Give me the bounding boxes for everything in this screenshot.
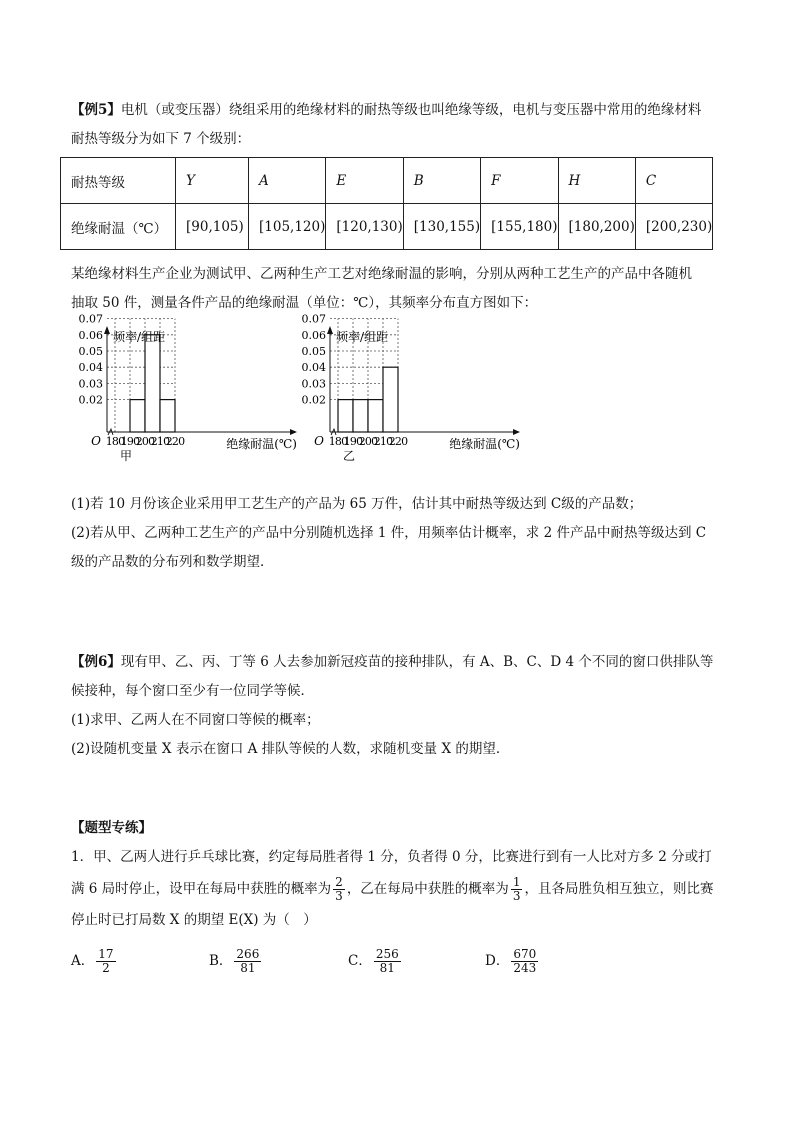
y-tick-label: 0.04	[301, 361, 326, 375]
table-row	[61, 158, 713, 204]
y-tick-label: 0.07	[78, 312, 103, 326]
x-axis-label: 绝缘耐温(℃)	[226, 437, 297, 451]
origin-label: O	[314, 434, 324, 448]
fraction: $\frac{2}{3}$	[335, 875, 343, 903]
x-tick-label: 220	[165, 435, 185, 448]
y-tick-label: 0.05	[78, 345, 103, 358]
example-5-after-2: 抽取 50 件，测量各件产品的绝缘耐温（单位：℃），其频率分布直方图如下：	[71, 295, 538, 311]
practice-q1-line-3: 停止时已打局数 X 的期望 E(X) 为（ ）	[71, 912, 317, 928]
x-tick-label: 180	[328, 435, 348, 448]
y-tick-label: 0.05	[301, 345, 326, 358]
insulation-grade-table	[60, 157, 713, 250]
table-cell: [155,180)	[481, 204, 558, 250]
y-axis-arrow	[104, 326, 110, 334]
histogram-yi	[298, 312, 523, 477]
x-tick-label: 210	[373, 435, 393, 448]
table-cell: [130,155)	[403, 204, 480, 250]
table-row	[61, 204, 713, 250]
table-cell: H	[558, 158, 635, 204]
y-tick-label: 0.04	[78, 361, 103, 375]
x-tick-label: 190	[120, 435, 140, 448]
x-axis-label: 绝缘耐温(℃)	[449, 437, 520, 451]
example-6	[71, 648, 731, 764]
x-tick-label: 210	[150, 435, 170, 448]
example-6-tag: 【例6】	[71, 654, 121, 670]
y-axis-arrow	[327, 326, 333, 334]
y-tick-label: 0.02	[301, 393, 326, 407]
histogram-jia	[75, 312, 300, 477]
example-6-question-1: (1)求甲、乙两人在不同窗口等候的概率；	[71, 712, 320, 728]
option-d[interactable]: D． $\frac{670}{243}$	[485, 947, 537, 975]
table-cell: C	[635, 158, 712, 204]
practice-q1-line-1: 1．甲、乙两人进行乒乓球比赛，约定每局胜者得 1 分，负者得 0 分，比赛进行到有一人比对方多 2 分或打	[71, 849, 712, 865]
example-6-question-2: (2)设随机变量 X 表示在窗口 A 排队等候的人数，求随机变量 X 的期望．	[71, 741, 510, 757]
table-cell: [120,130)	[326, 204, 403, 250]
table-cell: [105,120)	[249, 204, 326, 250]
example-5-question-2b: 级的产品数的分布列和数学期望．	[71, 554, 274, 570]
table-cell: 绝缘耐温（℃）	[61, 204, 176, 250]
x-tick-label: 200	[358, 435, 378, 448]
x-tick-label: 200	[135, 435, 155, 448]
example-5-after-1: 某绝缘材料生产企业为测试甲、乙两种生产工艺对绝缘耐温的影响，分别从两种工艺生产的产品中各随机	[71, 266, 692, 282]
example-5-description	[71, 260, 731, 318]
practice-heading: 【题型专练】	[71, 820, 152, 836]
practice-q1-line-2: 满 6 局时停止，设甲在每局中获胜的概率为 $\frac{2}{3}$ ，乙在每局中获胜的概率为 $\frac{1}{3}$ ，且各局胜负相互独立，则比赛	[71, 875, 714, 903]
x-tick-label: 190	[343, 435, 363, 448]
origin-label: O	[91, 434, 101, 448]
x-tick-label: 220	[388, 435, 408, 448]
y-tick-label: 0.06	[301, 328, 326, 342]
table-cell: [90,105)	[176, 204, 249, 250]
x-axis-arrow	[290, 429, 297, 435]
y-tick-label: 0.03	[78, 377, 103, 391]
practice-section	[71, 814, 731, 935]
fraction: $\frac{1}{3}$	[512, 875, 521, 903]
table-cell: [180,200)	[558, 204, 635, 250]
table-cell: F	[481, 158, 558, 204]
y-tick-label: 0.03	[301, 377, 326, 391]
table-cell: E	[326, 158, 403, 204]
x-axis-arrow	[513, 429, 520, 435]
histogram-bar	[353, 400, 368, 432]
table-cell: Y	[176, 158, 249, 204]
example-5-line-2: 耐热等级分为如下 7 个级别：	[71, 131, 251, 147]
histogram-bar	[383, 367, 398, 432]
y-tick-label: 0.06	[78, 328, 103, 342]
table-cell: A	[249, 158, 326, 204]
example-5-line-1: 【例5】电机（或变压器）绕组采用的绝缘材料的耐热等级也叫绝缘等级，电机与变压器中常用的绝缘材料	[71, 102, 702, 118]
histogram-bar	[368, 400, 383, 432]
table-cell: B	[403, 158, 480, 204]
option-c[interactable]: C． $\frac{256}{81}$	[348, 947, 399, 975]
example-5	[71, 96, 731, 154]
option-a[interactable]: A． $\frac{17}{2}$	[71, 947, 114, 975]
histogram-bar	[130, 400, 145, 432]
example-5-question-2a: (2)若从甲、乙两种工艺生产的产品中分别随机选择 1 件，用频率估计概率，求 2 件产品中耐热等级达到 C	[71, 525, 707, 541]
option-b[interactable]: B． $\frac{266}{81}$	[209, 947, 260, 975]
histogram-bar	[338, 400, 353, 432]
chart-title: 甲	[119, 449, 133, 463]
y-axis-label: 频率/组距	[113, 330, 166, 344]
histogram-bar	[145, 335, 160, 432]
example-6-line-2: 候接种，每个窗口至少有一位同学等候．	[71, 683, 314, 699]
y-axis-label: 频率/组距	[336, 330, 389, 344]
histogram-bar	[160, 400, 175, 432]
table-cell: [200,230)	[635, 204, 712, 250]
example-5-tag: 【例5】	[71, 102, 121, 118]
y-tick-label: 0.07	[301, 312, 326, 326]
example-6-line-1: 【例6】现有甲、乙、丙、丁等 6 人去参加新冠疫苗的接种排队，有 A、B、C、D 4 个不同的窗口供排队等	[71, 654, 714, 670]
y-tick-label: 0.02	[78, 393, 103, 407]
example-5-question-1: (1)若 10 月份该企业采用甲工艺生产的产品为 65 万件，估计其中耐热等级达到 C级的产品数；	[71, 496, 643, 512]
example-5-questions	[71, 490, 731, 577]
x-tick-label: 180	[105, 435, 125, 448]
table-cell: 耐热等级	[61, 158, 176, 204]
chart-title: 乙	[342, 449, 356, 463]
